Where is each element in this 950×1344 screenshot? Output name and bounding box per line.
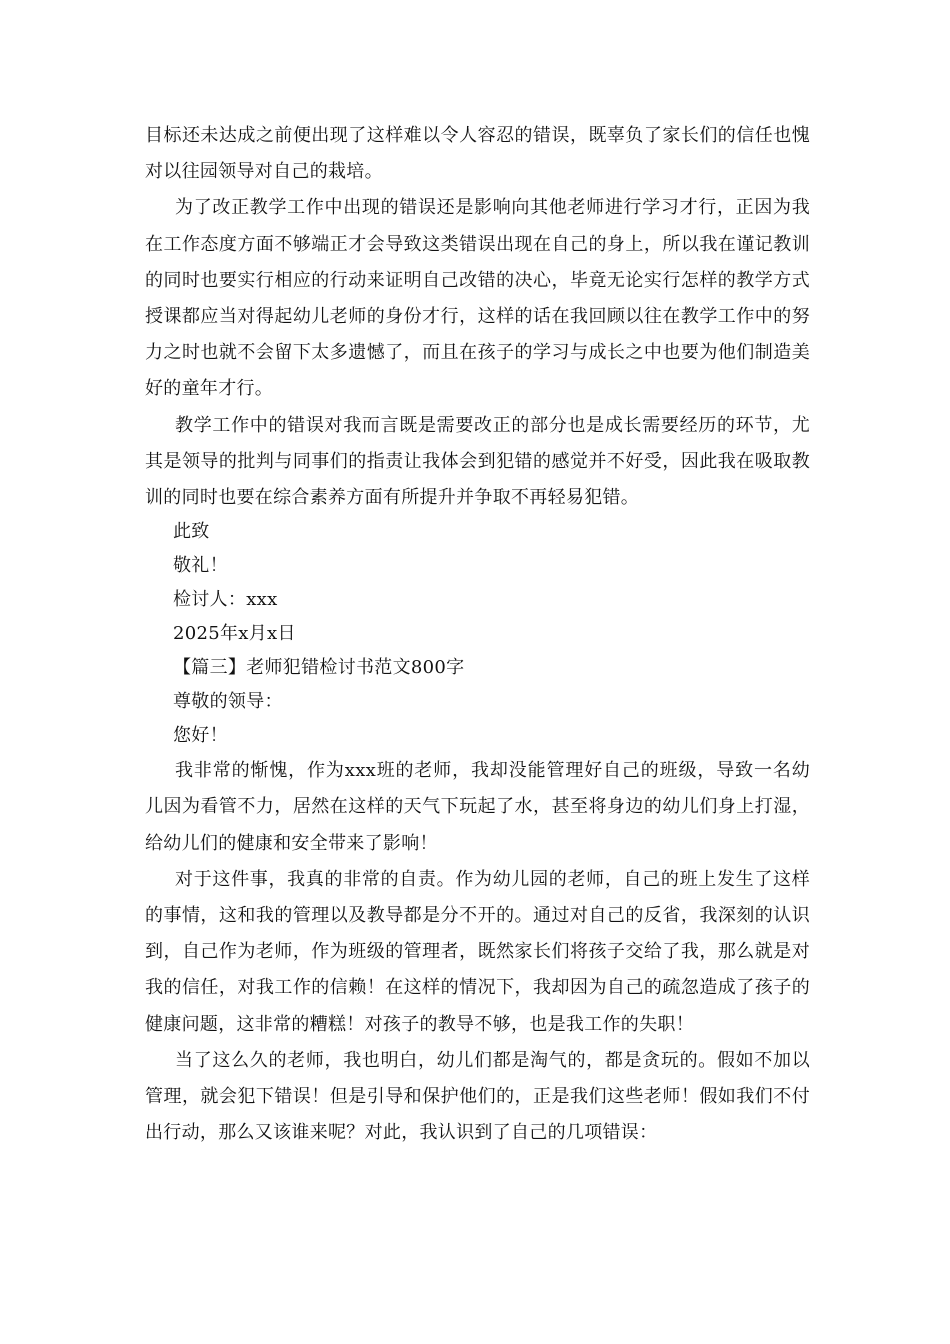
document-page <box>145 118 810 1151</box>
closing-line-2: 敬礼！ <box>173 555 228 577</box>
signer: 检讨人：xxx <box>173 589 278 611</box>
body-paragraph-2: 对于这件事，我真的非常的自责。作为幼儿园的老师，自己的班上发生了这样的事情，这和我的管理以及教导都是分不开的。通过对自己的反省，我深刻的认识到，自己作为老师，作为班级的管理者，既然家长们将孩子交给了我，那么就是对我的信任，对我工作的信赖！在这样的情况下，我却因为自己的疏忽造成了孩子的健康问题，这非常的糟糕！对孩子的教导不够，也是我工作的失职！ <box>145 868 810 1035</box>
body-paragraph-1: 我非常的惭愧，作为xxx班的老师，我却没能管理好自己的班级，导致一名幼儿因为看管不力，居然在这样的天气下玩起了水，甚至将身边的幼儿们身上打湿，给幼儿们的健康和安全带来了影响！ <box>145 760 810 854</box>
closing-line-1: 此致 <box>173 521 210 543</box>
paragraph-2: 为了改正教学工作中出现的错误还是影响向其他老师进行学习才行，正因为我在工作态度方面不够端正才会导致这类错误出现在自己的身上，所以我在谨记教训的同时也要实行相应的行动来证明自己改错的决心，毕竟无论实行怎样的教学方式授课都应当对得起幼儿老师的身份才行，这样的话在我回顾以往在教学工作中的努力之时也就不会留下太多遗憾了，而且在孩子的学习与成长之中也要为他们制造美好的童年才行。 <box>145 197 810 400</box>
greeting: 您好！ <box>173 725 228 747</box>
date: 2025年x月x日 <box>173 623 296 645</box>
paragraph-3: 教学工作中的错误对我而言既是需要改正的部分也是成长需要经历的环节，尤其是领导的批判与同事们的指责让我体会到犯错的感觉并不好受，因此我在吸取教训的同时也要在综合素养方面有所提升并争取不再轻易犯错。 <box>145 414 810 509</box>
salutation: 尊敬的领导： <box>173 691 283 713</box>
body-paragraph-3: 当了这么久的老师，我也明白，幼儿们都是淘气的，都是贪玩的。假如不加以管理，就会犯下错误！但是引导和保护他们的，正是我们这些老师！假如我们不付出行动，那么又该谁来呢？对此，我认识到了自己的几项错误： <box>145 1049 810 1144</box>
section-title: 【篇三】老师犯错检讨书范文800字 <box>173 657 465 679</box>
paragraph-1: 目标还未达成之前便出现了这样难以令人容忍的错误，既辜负了家长们的信任也愧对以往园领导对自己的栽培。 <box>145 125 810 183</box>
